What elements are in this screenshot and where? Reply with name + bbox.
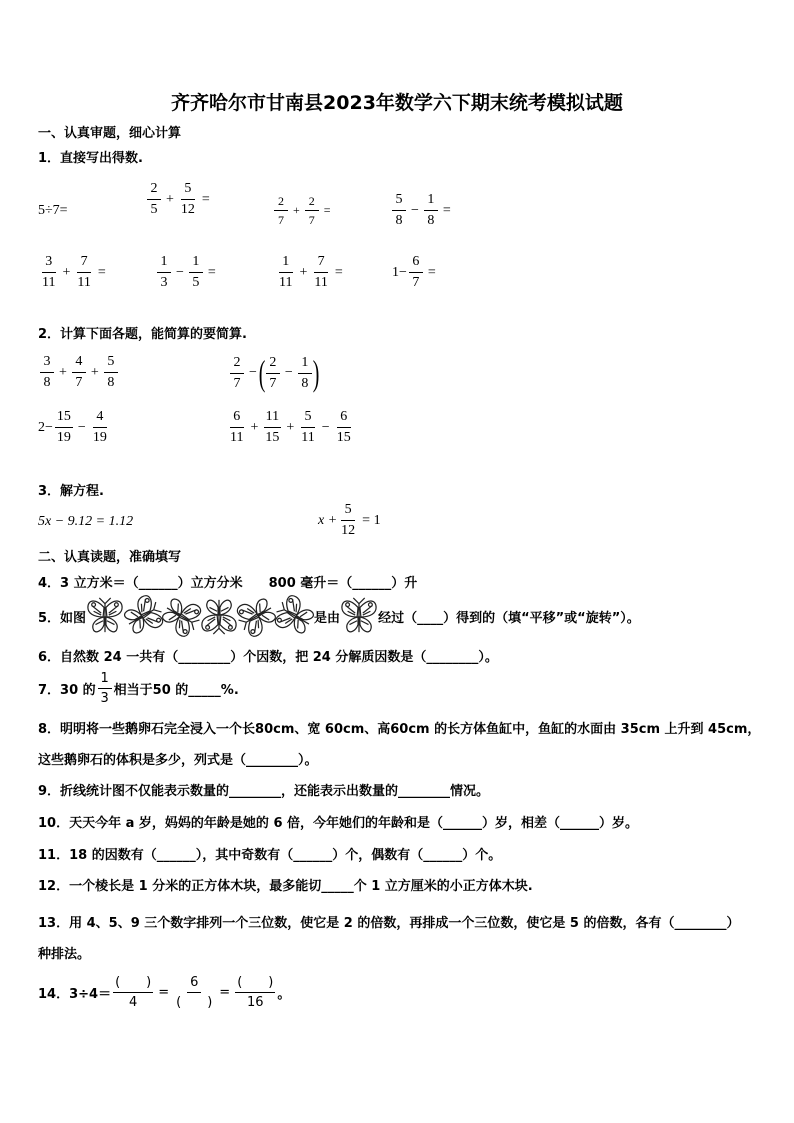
q1-expr-2: $\frac{2}{5}$ + $\frac{5}{12}$ = bbox=[145, 182, 213, 217]
page-title: 齐齐哈尔市甘南县2023年数学六下期末统考模拟试题 bbox=[171, 92, 623, 114]
fraction: $\frac{6}{11}$ bbox=[230, 409, 244, 445]
q5-prefix: 5．如图 bbox=[38, 610, 87, 626]
question-8-line-2: 这些鹅卵石的体积是多少，列式是（________）。 bbox=[38, 753, 318, 768]
q5-middle: 是由 bbox=[314, 610, 341, 626]
q1-expr-7: $\frac{1}{11}$ + $\frac{7}{11}$ = bbox=[279, 254, 343, 290]
fraction: $\frac{5}{8}$ bbox=[392, 193, 406, 228]
question-7: 7．30 的 $\frac{1}{3}$ 相当于50 的_____%. bbox=[38, 671, 239, 706]
fraction: $\frac{5}{12}$ bbox=[341, 502, 356, 538]
fraction: $\frac{3}{11}$ bbox=[42, 254, 56, 290]
q2-expr-1: $\frac{3}{8}$ + $\frac{4}{7}$ + $\frac{5}{8}$ bbox=[38, 355, 120, 390]
q1-expr-1 bbox=[38, 203, 68, 219]
question-13-line-1: 13．用 4、5、9 三个数字排列一个三位数，使它是 2 的倍数，再排成一个三位数，使它是 5 的倍数，各有（________） bbox=[38, 916, 740, 931]
fraction: $\frac{1}{8}$ bbox=[424, 193, 438, 228]
question-1-label: 1．直接写出得数. bbox=[38, 151, 143, 166]
q1-expr-8: 1− $\frac{6}{7}$ = bbox=[392, 254, 436, 290]
fraction: $\frac{2}{7}$ bbox=[266, 356, 280, 391]
fraction: $\frac{7}{11}$ bbox=[77, 254, 91, 290]
q5-suffix: 经过（____）得到的（填“平移”或“旋转”）。 bbox=[378, 610, 640, 626]
q1-expr-6: $\frac{1}{3}$ − $\frac{1}{5}$ = bbox=[155, 255, 219, 290]
q2-expr-4: $\frac{6}{11}$ + $\frac{11}{15}$ + $\frac{5}{11}$ − $\frac{6}{15}$ bbox=[230, 409, 351, 445]
question-14: 14．3÷4＝ $\frac{( )}{4}$ = $\frac{6}{( )}$ = $\frac{( )}{16}$ 。 bbox=[38, 975, 291, 1010]
fraction: $\frac{1}{8}$ bbox=[298, 356, 312, 391]
q1-expr-4: $\frac{5}{8}$ − $\frac{1}{8}$ = bbox=[390, 193, 454, 228]
fraction: $\frac{15}{19}$ bbox=[56, 409, 71, 445]
question-8-line-1: 8．明明将一些鹅卵石完全浸入一个长80cm、宽 60cm、高60cm 的长方体鱼缸中，鱼缸的水面由 35cm 上升到 45cm， bbox=[38, 722, 761, 737]
q2-expr-3: 2− $\frac{15}{19}$ − $\frac{4}{19}$ bbox=[38, 409, 107, 445]
fraction: $\frac{5}{11}$ bbox=[301, 409, 315, 445]
section-heading-2: 二、认真读题，准确填写 bbox=[38, 550, 182, 565]
question-6: 6．自然数 24 一共有（________）个因数，把 24 分解质因数是（________）。 bbox=[38, 650, 498, 665]
fraction: $\frac{( )}{16}$ bbox=[237, 975, 274, 1010]
fraction: $\frac{3}{8}$ bbox=[40, 355, 54, 390]
fraction: $\frac{7}{11}$ bbox=[314, 254, 328, 290]
fraction: $\frac{4}{19}$ bbox=[92, 409, 107, 445]
fraction: $\frac{2}{7}$ bbox=[230, 356, 244, 391]
butterfly-icon bbox=[200, 596, 238, 636]
fraction: $\frac{11}{15}$ bbox=[265, 409, 280, 445]
question-13-line-2: 种排法。 bbox=[38, 947, 91, 962]
butterfly-icon bbox=[340, 596, 378, 636]
fraction: $\frac{5}{12}$ bbox=[180, 181, 195, 217]
fraction: $\frac{1}{3}$ bbox=[157, 255, 171, 290]
butterfly-icon bbox=[268, 590, 322, 643]
fraction: $\frac{1}{11}$ bbox=[279, 254, 293, 290]
butterfly-icon bbox=[86, 596, 124, 636]
question-9: 9．折线统计图不仅能表示数量的________，还能表示出数量的________情况。 bbox=[38, 784, 490, 799]
fraction: $\frac{6}{15}$ bbox=[336, 409, 351, 445]
fraction: $\frac{5}{8}$ bbox=[104, 355, 118, 390]
fraction: $\frac{1}{3}$ bbox=[98, 672, 112, 705]
q3-equation-1: 5x − 9.12 = 1.12 bbox=[38, 514, 134, 529]
fraction: $\frac{6}{( )}$ bbox=[176, 975, 213, 1010]
fraction: $\frac{2}{7}$ bbox=[305, 195, 319, 226]
q3-equation-2: x + $\frac{5}{12}$ = 1 bbox=[318, 502, 381, 538]
fraction: $\frac{6}{7}$ bbox=[409, 255, 423, 290]
q1-expr-3: $\frac{2}{7}$ + $\frac{2}{7}$ = bbox=[272, 195, 334, 226]
question-10: 10．天天今年 a 岁，妈妈的年龄是她的 6 倍，今年她们的年龄和是（______）岁，相差（______）岁。 bbox=[38, 816, 639, 831]
question-5 bbox=[38, 596, 640, 636]
q1-expr-1-text: 5÷7= bbox=[38, 203, 68, 218]
fraction: $\frac{2}{7}$ bbox=[274, 195, 288, 226]
question-12: 12．一个棱长是 1 分米的正方体木块，最多能切_____个 1 立方厘米的小正方体木块. bbox=[38, 879, 533, 894]
fraction: $\frac{2}{5}$ bbox=[147, 182, 161, 217]
fraction: $\frac{1}{5}$ bbox=[189, 255, 203, 290]
fraction: $\frac{4}{7}$ bbox=[72, 355, 86, 390]
question-4: 4．3 立方米＝（______）立方分米 800 毫升＝（______）升 bbox=[38, 576, 418, 591]
q1-expr-5: $\frac{3}{11}$ + $\frac{7}{11}$ = bbox=[42, 254, 106, 290]
question-3-label: 3．解方程. bbox=[38, 484, 104, 499]
question-2-label: 2．计算下面各题，能简算的要简算. bbox=[38, 327, 247, 342]
question-11: 11．18 的因数有（______），其中奇数有（______）个，偶数有（______）个。 bbox=[38, 848, 502, 863]
section-heading-1: 一、认真审题，细心计算 bbox=[38, 126, 182, 141]
q2-expr-2: $\frac{2}{7}$ − ( $\frac{2}{7}$ − $\frac{1}{8}$ ) bbox=[228, 355, 318, 391]
fraction: $\frac{( )}{4}$ bbox=[115, 975, 152, 1010]
